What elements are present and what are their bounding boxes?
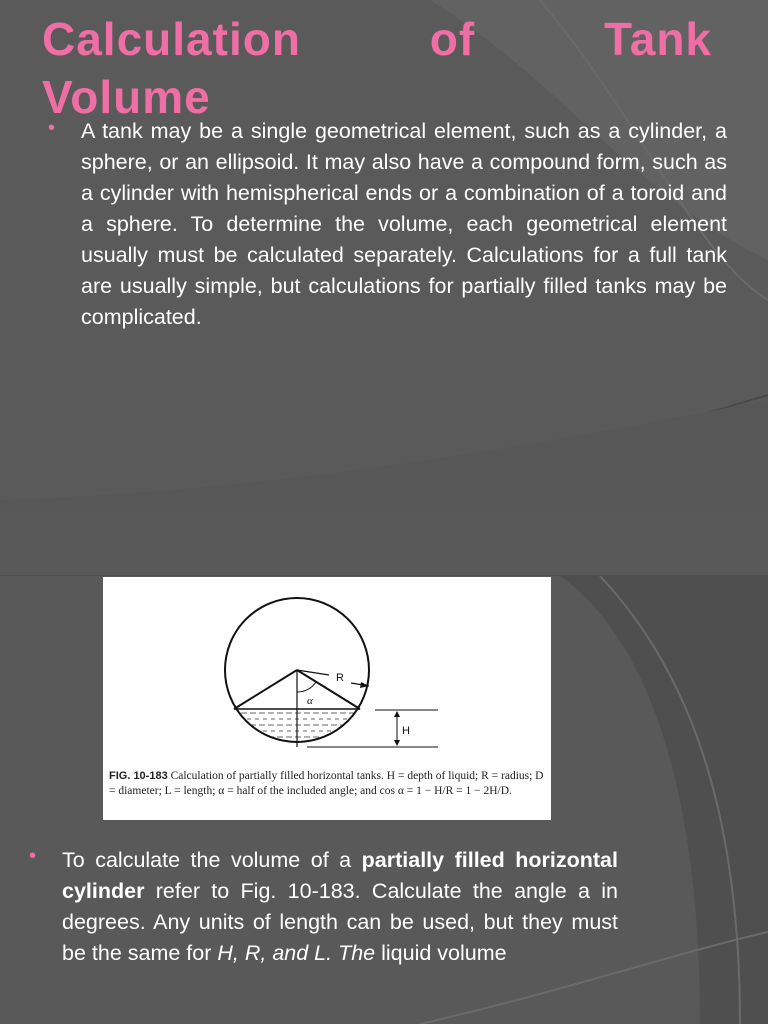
label-r: R	[336, 672, 344, 684]
bullet-text-2-part2: refer to Fig. 10-183. Calculate the angle a in degrees. Any units of length can be used, but they must be the same for	[62, 879, 618, 965]
bullet-text-2-italic: H, R, and L. The	[217, 941, 376, 965]
bullet-text-2-part1: To calculate the volume of a	[62, 848, 362, 872]
figure-10-183	[103, 577, 551, 820]
bullet-paragraph-1	[81, 116, 727, 333]
bullet-text-2-bold: partially filled horizontal cylinder	[62, 848, 618, 903]
title-word-2: of	[429, 13, 476, 65]
slide-divider	[0, 575, 768, 576]
bullet-dot-icon: •	[48, 117, 56, 139]
slide-title	[42, 10, 712, 126]
tank-diagram	[103, 577, 551, 767]
figure-caption	[109, 769, 545, 799]
figure-caption-label: FIG. 10-183	[109, 770, 168, 782]
bullet-paragraph-2	[62, 845, 618, 969]
label-h: H	[402, 725, 410, 737]
bullet-dot-icon-2: •	[29, 845, 37, 867]
bullet-text-2-part3: liquid volume	[375, 941, 507, 965]
label-alpha: α	[307, 695, 313, 707]
title-line-2: Volume	[42, 71, 211, 123]
bullet-text-1: A tank may be a single geometrical element, such as a cylinder, a sphere, or an ellipsoid. It may also have a compound form, such as a cylinder with hemispherical ends or a combination of a toroid and a sphere. To determine the volume, each geometrical element usually must be calculated separately. Calculations for a full tank are usually simple, but calculations for partially filled tanks may be complicated.	[81, 119, 727, 329]
title-word-3: Tank	[604, 13, 712, 65]
bullet-text-2	[62, 845, 618, 969]
title-word-1: Calculation	[42, 13, 301, 65]
figure-caption-text: Calculation of partially filled horizontal tanks. H = depth of liquid; R = radius; D = diameter; L = length; α = half of the included angle; and cos α = 1 − H/R = 1 − 2H/D.	[109, 770, 544, 797]
